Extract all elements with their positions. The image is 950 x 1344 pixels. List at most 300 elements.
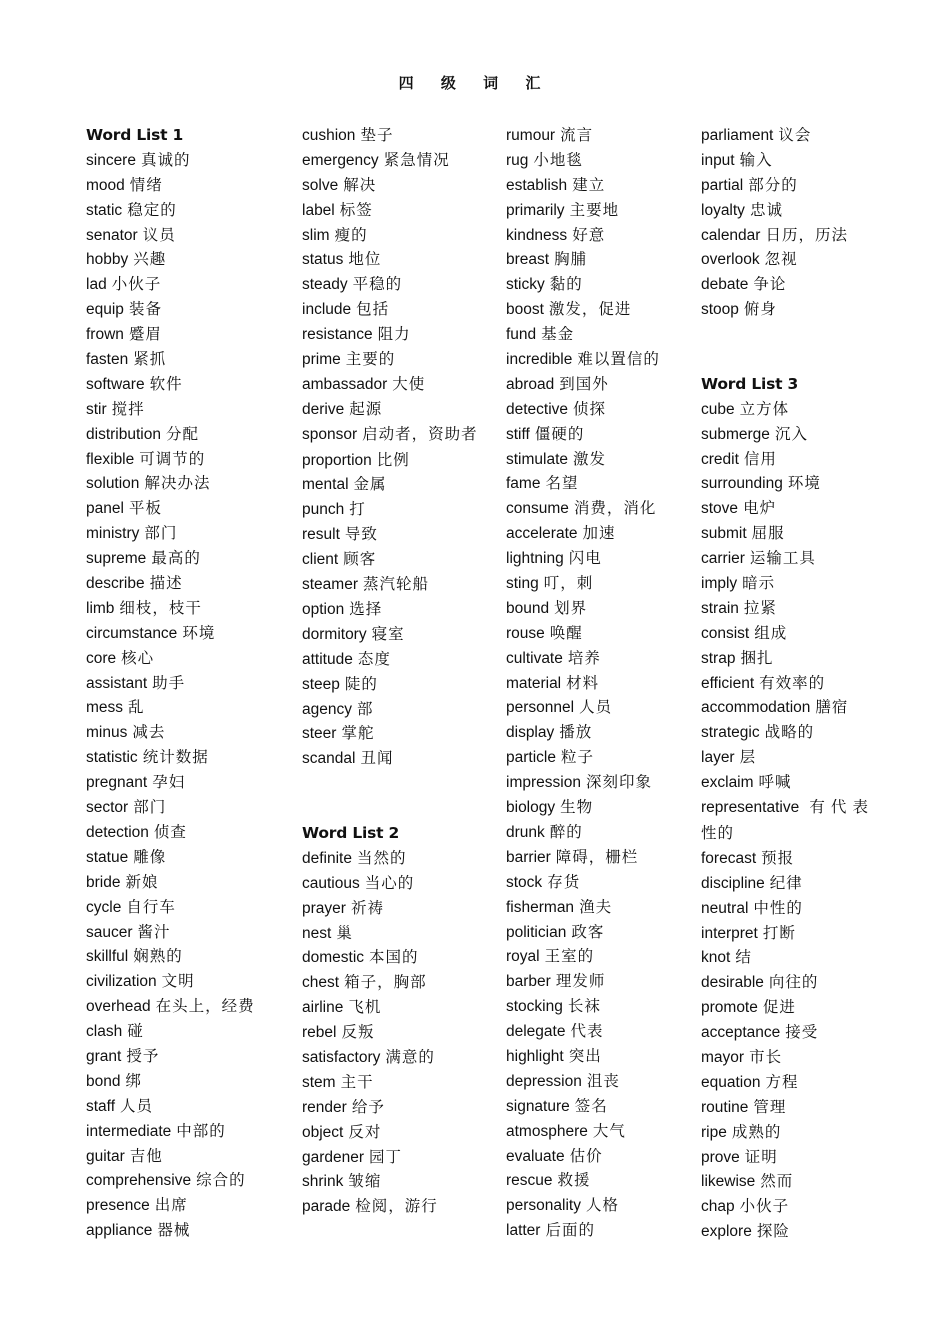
chinese-meaning: 乱 <box>128 698 145 717</box>
english-word: input <box>701 151 735 169</box>
english-word: evaluate <box>506 1147 565 1165</box>
english-word: prayer <box>302 899 346 917</box>
vocab-entry <box>302 597 480 622</box>
chinese-meaning: 材料 <box>566 673 600 692</box>
chinese-meaning: 起源 <box>349 399 383 418</box>
english-word: shrink <box>302 1173 344 1191</box>
chinese-meaning: 暗示 <box>742 574 776 593</box>
vocab-entry <box>302 448 480 473</box>
english-word: gardener <box>302 1148 365 1166</box>
vocab-entry <box>506 521 684 546</box>
english-word: surrounding <box>701 475 783 493</box>
english-word: minus <box>86 724 128 742</box>
vocab-entry <box>506 272 684 297</box>
vocab-entry <box>506 422 684 447</box>
chinese-meaning: 接受 <box>785 1023 819 1042</box>
english-word: calendar <box>701 226 761 244</box>
english-word: lad <box>86 276 107 294</box>
english-word: include <box>302 301 352 319</box>
chinese-meaning: 促进 <box>762 998 796 1017</box>
chinese-meaning: 播放 <box>559 723 593 742</box>
chinese-meaning: 障碍，栅栏 <box>555 847 639 866</box>
vocab-entry <box>506 870 684 895</box>
chinese-meaning: 主干 <box>340 1072 374 1091</box>
chinese-meaning: 平板 <box>128 499 162 518</box>
chinese-meaning: 当然的 <box>356 848 407 867</box>
chinese-meaning: 建立 <box>572 175 606 194</box>
chinese-meaning: 存货 <box>547 872 581 891</box>
english-word: distribution <box>86 425 161 443</box>
english-word: steer <box>302 725 337 743</box>
vocab-entry <box>86 994 286 1019</box>
vocab-entry <box>506 969 684 994</box>
vocab-entry <box>86 596 286 621</box>
vocab-entry <box>506 496 684 521</box>
chinese-meaning: 政客 <box>571 922 605 941</box>
vocab-entry <box>302 297 480 322</box>
chinese-meaning: 有代表性的 <box>701 798 869 842</box>
chinese-meaning: 主要地 <box>569 200 620 219</box>
vocab-entry <box>86 1144 286 1169</box>
english-word: highlight <box>506 1047 564 1065</box>
chinese-meaning: 大气 <box>592 1121 626 1140</box>
english-word: mess <box>86 699 124 717</box>
english-word: saucer <box>86 923 133 941</box>
vocab-entry <box>701 272 869 297</box>
chinese-meaning: 满意的 <box>385 1047 435 1066</box>
english-word: fasten <box>86 351 129 369</box>
chinese-meaning: 管理 <box>753 1097 787 1116</box>
vocab-entry <box>506 471 684 496</box>
english-word: hobby <box>86 251 129 269</box>
chinese-meaning: 态度 <box>357 649 391 668</box>
english-word: punch <box>302 501 345 519</box>
vocab-entry <box>86 1168 286 1193</box>
chinese-meaning: 侦探 <box>573 399 607 418</box>
vocab-entry <box>86 347 286 372</box>
english-word: stock <box>506 873 543 891</box>
english-word: routine <box>701 1098 749 1116</box>
vocab-column-2 <box>302 123 480 1219</box>
chinese-meaning: 组成 <box>754 623 788 642</box>
english-word: representative <box>701 799 800 817</box>
chinese-meaning: 紧急情况 <box>383 150 450 169</box>
vocab-entry <box>86 372 286 397</box>
vocab-entry <box>506 646 684 671</box>
vocab-entry <box>701 471 869 496</box>
english-word: barber <box>506 973 551 991</box>
chinese-meaning: 证明 <box>744 1147 778 1166</box>
vocab-entry <box>86 521 286 546</box>
vocab-entry <box>701 795 869 846</box>
vocab-entry <box>701 995 869 1020</box>
vocab-entry <box>86 646 286 671</box>
english-word: fame <box>506 475 541 493</box>
vocab-entry <box>701 1045 869 1070</box>
vocab-entry <box>302 347 480 372</box>
vocab-entry <box>86 1019 286 1044</box>
chinese-meaning: 小伙子 <box>111 275 162 294</box>
english-word: prime <box>302 351 341 369</box>
vocab-entry <box>701 945 869 970</box>
vocab-entry <box>302 672 480 697</box>
vocab-entry <box>701 247 869 272</box>
chinese-meaning: 检阅，游行 <box>355 1197 438 1216</box>
english-word: result <box>302 526 340 544</box>
english-word: consume <box>506 500 569 518</box>
vocab-entry <box>701 720 869 745</box>
vocab-entry <box>302 622 480 647</box>
chinese-meaning: 主要的 <box>345 350 396 369</box>
english-word: equation <box>701 1073 761 1091</box>
vocab-entry <box>506 1218 684 1243</box>
english-word: solve <box>302 176 339 194</box>
chinese-meaning: 膳宿 <box>815 698 849 717</box>
chinese-meaning: 本国的 <box>369 948 419 967</box>
vocab-entry <box>302 572 480 597</box>
chinese-meaning: 深刻印象 <box>585 773 652 792</box>
english-word: material <box>506 674 562 692</box>
chinese-meaning: 培养 <box>567 648 601 667</box>
chinese-meaning: 启动者，资助者 <box>362 424 478 443</box>
english-word: sting <box>506 575 539 593</box>
english-word: strap <box>701 649 736 667</box>
english-word: carrier <box>701 550 745 568</box>
vocab-column-3 <box>506 123 684 1243</box>
chinese-meaning: 祈祷 <box>350 898 384 917</box>
english-word: cultivate <box>506 649 563 667</box>
chinese-meaning: 叮，刺 <box>543 574 594 593</box>
chinese-meaning: 陡的 <box>344 674 378 693</box>
vocab-entry <box>701 546 869 571</box>
english-word: exclaim <box>701 774 754 792</box>
english-word: mayor <box>701 1048 745 1066</box>
english-word: circumstance <box>86 624 178 642</box>
english-word: comprehensive <box>86 1172 192 1190</box>
chinese-meaning: 探险 <box>756 1222 790 1241</box>
english-word: nest <box>302 924 332 942</box>
chinese-meaning: 绑 <box>125 1071 142 1090</box>
vocab-entry <box>701 745 869 770</box>
chinese-meaning: 吉他 <box>129 1146 163 1165</box>
vocab-entry <box>302 647 480 672</box>
english-word: discipline <box>701 874 765 892</box>
english-word: strategic <box>701 724 760 742</box>
vocab-entry <box>506 994 684 1019</box>
vocab-entry <box>86 745 286 770</box>
chinese-meaning: 掌舵 <box>341 724 375 743</box>
english-word: satisfactory <box>302 1048 381 1066</box>
english-word: desirable <box>701 974 764 992</box>
english-word: delegate <box>506 1023 566 1041</box>
vocab-entry <box>701 1120 869 1145</box>
chinese-meaning: 王室的 <box>544 947 595 966</box>
vocab-entry <box>506 770 684 795</box>
english-word: rebel <box>302 1024 337 1042</box>
word-list-heading: Word List 3 <box>701 374 799 393</box>
chinese-meaning: 捆扎 <box>740 648 774 667</box>
vocab-entry <box>506 671 684 696</box>
chinese-meaning: 结 <box>735 948 752 967</box>
vocab-entry <box>302 1070 480 1095</box>
english-word: display <box>506 724 555 742</box>
english-word: chap <box>701 1198 735 1216</box>
chinese-meaning: 后面的 <box>545 1221 595 1240</box>
english-word: attitude <box>302 650 353 668</box>
vocab-entry <box>86 1094 286 1119</box>
chinese-meaning: 小地毯 <box>533 150 583 169</box>
vocab-entry <box>506 621 684 646</box>
english-word: label <box>302 201 335 219</box>
english-word: presence <box>86 1197 150 1215</box>
vocab-entry <box>701 921 869 946</box>
english-word: rouse <box>506 624 545 642</box>
chinese-meaning: 解决 <box>343 175 377 194</box>
english-word: explore <box>701 1223 752 1241</box>
vocab-entry <box>506 123 684 148</box>
vocab-entry <box>86 148 286 173</box>
vocab-entry <box>86 969 286 994</box>
chinese-meaning: 助手 <box>152 673 186 692</box>
english-word: steamer <box>302 576 358 594</box>
english-word: cushion <box>302 127 356 144</box>
chinese-meaning: 核心 <box>121 648 155 667</box>
vocab-entry <box>86 1193 286 1218</box>
chinese-meaning: 电炉 <box>743 499 777 518</box>
chinese-meaning: 搅拌 <box>111 399 145 418</box>
chinese-meaning: 呼喊 <box>758 773 792 792</box>
vocab-entry <box>302 148 480 173</box>
chinese-meaning: 俯身 <box>743 300 777 319</box>
chinese-meaning: 成熟的 <box>731 1122 782 1141</box>
english-word: software <box>86 375 145 393</box>
english-word: partial <box>701 176 744 194</box>
english-word: sector <box>86 799 129 817</box>
english-word: debate <box>701 276 749 294</box>
english-word: ambassador <box>302 375 388 393</box>
chinese-meaning: 金属 <box>353 475 387 494</box>
english-word: rescue <box>506 1172 553 1190</box>
english-word: knot <box>701 949 731 967</box>
english-word: particle <box>506 749 556 767</box>
english-word: pregnant <box>86 774 148 792</box>
chinese-meaning: 划界 <box>554 598 588 617</box>
vocab-entry <box>302 372 480 397</box>
vocab-entry <box>506 795 684 820</box>
english-word: skillful <box>86 948 129 966</box>
chinese-meaning: 僵硬的 <box>534 424 585 443</box>
english-word: latter <box>506 1222 541 1240</box>
chinese-meaning: 飞机 <box>348 998 382 1017</box>
chinese-meaning: 酱汁 <box>137 922 171 941</box>
english-word: chest <box>302 974 340 992</box>
chinese-meaning: 部 <box>356 699 374 718</box>
english-word: overhead <box>86 998 151 1016</box>
english-word: submerge <box>701 425 770 443</box>
spacer <box>302 771 480 796</box>
english-word: frown <box>86 326 124 344</box>
english-word: scandal <box>302 750 356 768</box>
english-word: boost <box>506 301 544 319</box>
english-word: atmosphere <box>506 1122 588 1140</box>
english-word: interpret <box>701 924 758 942</box>
chinese-meaning: 流言 <box>560 126 594 144</box>
vocab-entry <box>302 422 480 448</box>
vocab-entry <box>506 1094 684 1119</box>
vocab-entry <box>302 697 480 722</box>
english-word: rumour <box>506 127 556 144</box>
chinese-meaning: 层 <box>739 748 757 767</box>
english-word: senator <box>86 226 138 244</box>
english-word: ripe <box>701 1123 727 1141</box>
english-word: layer <box>701 749 735 767</box>
vocab-entry <box>302 846 480 871</box>
word-list-heading: Word List 1 <box>86 126 184 144</box>
vocab-entry <box>701 596 869 621</box>
vocab-entry <box>302 472 480 497</box>
chinese-meaning: 唤醒 <box>549 623 583 642</box>
chinese-meaning: 名望 <box>545 474 579 493</box>
chinese-meaning: 方程 <box>765 1072 799 1091</box>
english-word: credit <box>701 450 739 468</box>
vocab-entry <box>506 1193 684 1218</box>
english-word: sticky <box>506 276 545 294</box>
english-word: resistance <box>302 326 373 344</box>
vocab-entry <box>302 272 480 297</box>
english-word: accelerate <box>506 525 578 543</box>
chinese-meaning: 向往的 <box>768 973 819 992</box>
chinese-meaning: 消费，消化 <box>573 499 657 518</box>
english-word: stimulate <box>506 450 569 468</box>
vocab-entry <box>86 845 286 870</box>
vocab-entry <box>86 1044 286 1069</box>
vocab-entry <box>302 896 480 921</box>
vocab-entry <box>506 1168 684 1193</box>
chinese-meaning: 战略的 <box>764 723 815 742</box>
english-word: emergency <box>302 151 379 169</box>
chinese-meaning: 环境 <box>787 474 821 493</box>
english-word: limb <box>86 599 115 617</box>
vocab-entry <box>86 571 286 596</box>
english-word: parade <box>302 1198 351 1216</box>
vocab-entry <box>86 1119 286 1144</box>
chinese-meaning: 长袜 <box>567 997 601 1016</box>
chinese-meaning: 分配 <box>165 424 199 443</box>
chinese-meaning: 包括 <box>356 300 390 319</box>
english-word: domestic <box>302 949 365 967</box>
english-word: bound <box>506 599 550 617</box>
vocab-entry <box>86 471 286 496</box>
vocab-entry <box>701 173 869 198</box>
vocab-entry <box>302 247 480 272</box>
chinese-meaning: 顾客 <box>343 550 377 569</box>
chinese-meaning: 真诚的 <box>140 150 191 169</box>
vocab-entry <box>302 1045 480 1070</box>
vocab-entry <box>506 820 684 845</box>
english-word: stiff <box>506 425 530 443</box>
chinese-meaning: 部门 <box>133 798 167 817</box>
vocab-entry <box>701 496 869 521</box>
english-word: personality <box>506 1197 581 1215</box>
vocab-entry <box>86 671 286 696</box>
chinese-meaning: 装备 <box>128 300 162 319</box>
chinese-meaning: 打 <box>349 500 366 519</box>
chinese-meaning: 理发师 <box>555 972 606 991</box>
vocab-entry <box>506 148 684 173</box>
chinese-meaning: 沉入 <box>774 424 808 443</box>
chinese-meaning: 打断 <box>762 923 796 942</box>
english-word: bride <box>86 873 121 891</box>
english-word: impression <box>506 774 581 792</box>
chinese-meaning: 文明 <box>161 972 195 991</box>
vocab-entry <box>506 198 684 223</box>
english-word: loyalty <box>701 201 745 219</box>
chinese-meaning: 出席 <box>154 1196 188 1215</box>
english-word: abroad <box>506 375 555 393</box>
vocab-entry <box>701 1095 869 1120</box>
english-word: stir <box>86 400 107 418</box>
vocab-entry <box>86 920 286 945</box>
vocab-entry <box>701 1070 869 1095</box>
chinese-meaning: 反对 <box>348 1122 382 1141</box>
english-word: efficient <box>701 674 755 692</box>
vocab-entry <box>701 148 869 173</box>
english-word: detection <box>86 823 149 841</box>
chinese-meaning: 中部的 <box>176 1121 226 1140</box>
vocab-entry <box>506 920 684 945</box>
english-word: establish <box>506 176 568 194</box>
chinese-meaning: 议会 <box>778 126 812 144</box>
vocab-entry <box>86 720 286 745</box>
vocab-entry <box>86 546 286 571</box>
chinese-meaning: 粒子 <box>560 748 594 767</box>
vocab-entry <box>701 846 869 871</box>
chinese-meaning: 渔夫 <box>579 897 613 916</box>
chinese-meaning: 人员 <box>579 698 613 717</box>
english-word: submit <box>701 525 747 543</box>
chinese-meaning: 稳定的 <box>127 200 177 219</box>
chinese-meaning: 有效率的 <box>759 673 826 692</box>
english-word: stove <box>701 500 739 518</box>
vocab-entry <box>302 123 480 148</box>
chinese-meaning: 市长 <box>749 1047 783 1066</box>
english-word: stoop <box>701 301 739 319</box>
vocab-entry <box>506 173 684 198</box>
vocab-entry <box>701 223 869 248</box>
english-word: ministry <box>86 525 140 543</box>
english-word: render <box>302 1098 347 1116</box>
chinese-meaning: 兴趣 <box>133 250 167 269</box>
page-title: 四 级 词 汇 <box>398 74 552 92</box>
english-word: stem <box>302 1073 336 1091</box>
vocab-entry <box>302 173 480 198</box>
chinese-meaning: 部分的 <box>748 175 798 194</box>
english-word: lightning <box>506 550 564 568</box>
english-word: staff <box>86 1097 116 1115</box>
vocab-entry <box>506 720 684 745</box>
english-word: parliament <box>701 127 774 144</box>
vocab-entry <box>86 870 286 895</box>
english-word: supreme <box>86 550 147 568</box>
chinese-meaning: 输入 <box>739 150 773 169</box>
chinese-meaning: 加速 <box>582 524 616 543</box>
vocab-entry <box>701 970 869 995</box>
vocab-entry <box>302 1145 480 1170</box>
english-word: breast <box>506 251 550 269</box>
vocab-entry <box>302 1169 480 1194</box>
chinese-meaning: 自行车 <box>126 897 176 916</box>
chinese-meaning: 难以置信的 <box>577 350 660 369</box>
